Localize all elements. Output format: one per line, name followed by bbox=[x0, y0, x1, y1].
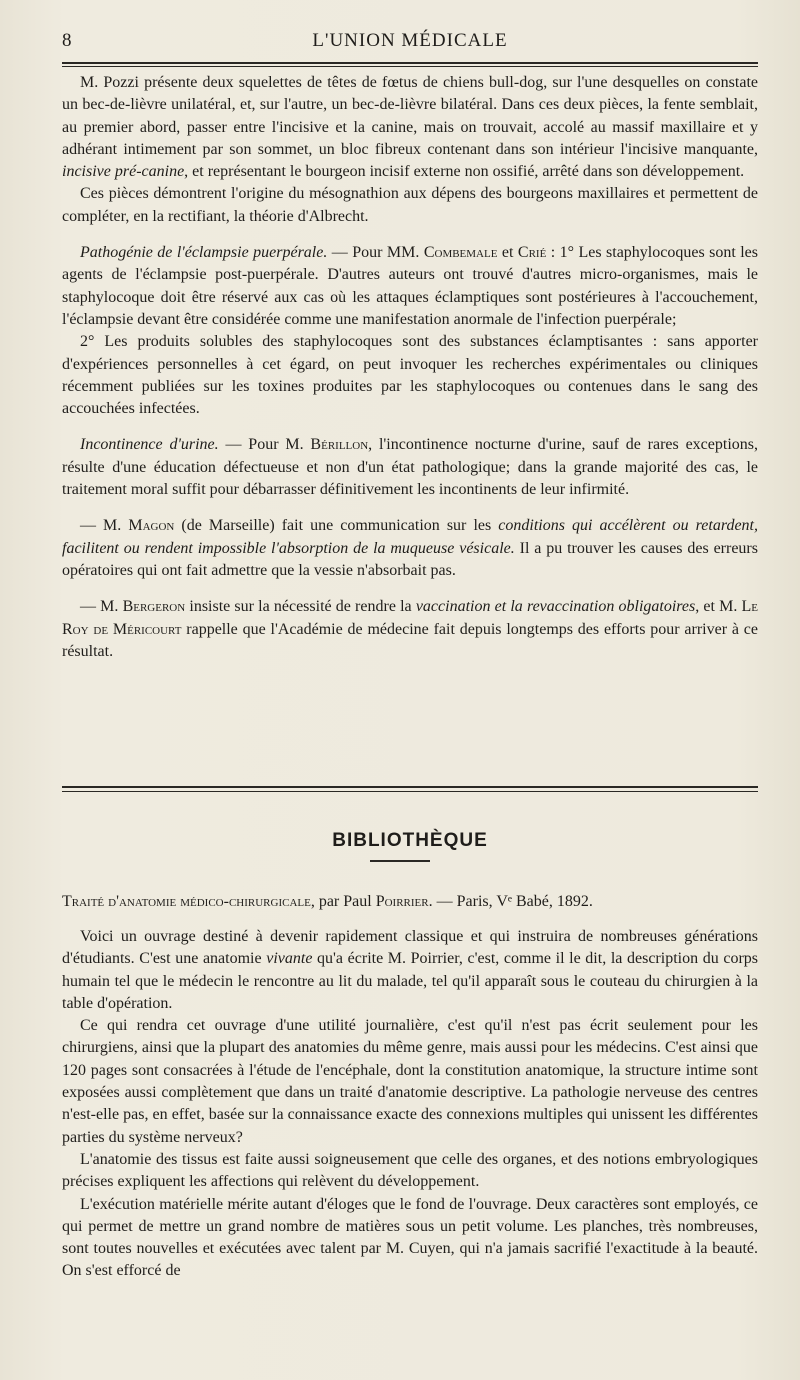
page-number: 8 bbox=[62, 30, 72, 51]
page-header bbox=[62, 28, 758, 58]
book-reference: Traité d'anatomie médico-chirurgicale, par Paul Poirrier. — Paris, Vᵉ Babé, 1892. bbox=[62, 893, 593, 910]
section-heading: BIBLIOTHÈQUE bbox=[332, 830, 488, 851]
section-divider-thin bbox=[62, 791, 758, 792]
review-paragraph-1: Voici un ouvrage destiné à devenir rapidement classique et qui instruira de nombreuses générations d'étudiants. C'est une anatomie vivante qu'a écrite M. Poirrier, c'est, comme il le dit, la description du corps humain tel que le médecin le rencontre au lit du malade, tel qu'il apparaît sous le couteau du chirurgien à la table d'opération. bbox=[62, 928, 758, 1012]
pozzi-paragraph: M. Pozzi présente deux squelettes de têtes de fœtus de chiens bull-dog, sur l'une desquelles on constate un bec-de-lièvre unilatéral, et, sur l'autre, un bec-de-lièvre bilatéral. Dans ces deux pièces, la fente semblait, au premier abord, passer entre l'incisive et la canine, mais on trouvait, accolé au massif maxillaire et y adhérant intimement par son sommet, un bloc fibreux contenant dans son intérieur l'incisive manquante, incisive pré-canine, et représentant le bourgeon incisif externe non ossifié, arrêté dans son développement. bbox=[62, 74, 758, 181]
review-paragraph-4: L'exécution matérielle mérite autant d'éloges que le fond de l'ouvrage. Deux caractères sont employés, ce qui permet de mettre un grand nombre de matières sous un petit volume. Les planches, très nombreuses, sont toutes nouvelles et exécutées avec talent par M. Cuyen, qui n'a jamais sacrifié l'exactitude à la beauté. On s'est efforcé de bbox=[62, 1195, 758, 1280]
magon-paragraph: — M. Magon (de Marseille) fait une communication sur les conditions qui accélèrent ou retardent, facilitent ou rendent impossible l'absorption de la muqueuse vésicale. Il a pu trouver les causes des erreurs opératoires qui ont fait admettre que la vessie n'absorbait pas. bbox=[62, 517, 759, 579]
section-divider bbox=[62, 786, 758, 788]
eclampsie-paragraph-2: 2° Les produits solubles des staphylocoques sont des substances éclamptisantes : sans apporter d'expériences personnelles à cet égard, on peut invoquer les recherches expérimentales ou cliniques récemment publiées sur les toxines produites par les staphylocoques ou contenues dans le sang des accouchées infectées. bbox=[62, 333, 758, 418]
review-paragraph-2: Ce qui rendra cet ouvrage d'une utilité journalière, c'est qu'il n'est pas écrit seulement pour les chirurgiens, ainsi que la plupart des anatomies du même genre, mais aussi pour les médecins. C'est ainsi que 120 pages sont consacrées à l'étude de l'encéphale, dont la constitution anatomique, la structure intime sont exposées aussi complètement que dans un traité d'anatomie descriptive. La pathologie nerveuse des centres n'est-elle pas, en effet, basée sur la connaissance exacte des connexions multiples qui unissent les différentes parties du système nerveux? bbox=[62, 1017, 758, 1146]
bergeron-paragraph: — M. Bergeron insiste sur la nécessité de rendre la vaccination et la revaccination obligatoires, et M. Le Roy de Méricourt rappelle que l'Académie de médecine fait depuis longtemps des efforts pour arriver à ce résultat. bbox=[62, 598, 759, 660]
incontinence-paragraph: Incontinence d'urine. — Pour M. Bérillon, l'incontinence nocturne d'urine, sauf de rares exceptions, résulte d'une éducation défectueuse et non d'un état pathologique; dans la grande majorité des cas, le traitement moral suffit pour débarrasser définitivement les incontinents de leur infirmité. bbox=[62, 436, 758, 499]
main-text bbox=[62, 72, 758, 663]
running-title: L'UNION MÉDICALE bbox=[312, 30, 508, 51]
header-rule bbox=[62, 62, 758, 64]
review-paragraph-3: L'anatomie des tissus est faite aussi soigneusement que celle des organes, et des notions embryologiques précises expliquent les affections qui relèvent du développement. bbox=[62, 1150, 758, 1191]
eclampsie-paragraph: Pathogénie de l'éclampsie puerpérale. — Pour MM. Combemale et Crié : 1° Les staphylocoques sont les agents de l'éclampsie post-puerpérale. D'autres auteurs ont trouvé d'autres micro-organismes, mais le staphylocoque doit être réservé aux cas où les attaques éclamptiques sont postérieures à l'accouchement, l'éclampsie devant être considérée comme une manifestation anormale de l'infection puerpérale; bbox=[62, 244, 759, 328]
review-text bbox=[62, 926, 758, 1283]
heading-underline bbox=[370, 860, 430, 862]
header-rule-thin bbox=[62, 66, 758, 67]
pozzi-conclusion: Ces pièces démontrent l'origine du mésognathion aux dépens des bourgeons maxillaires et permettent de compléter, en la rectifiant, la théorie d'Albrecht. bbox=[62, 185, 758, 225]
